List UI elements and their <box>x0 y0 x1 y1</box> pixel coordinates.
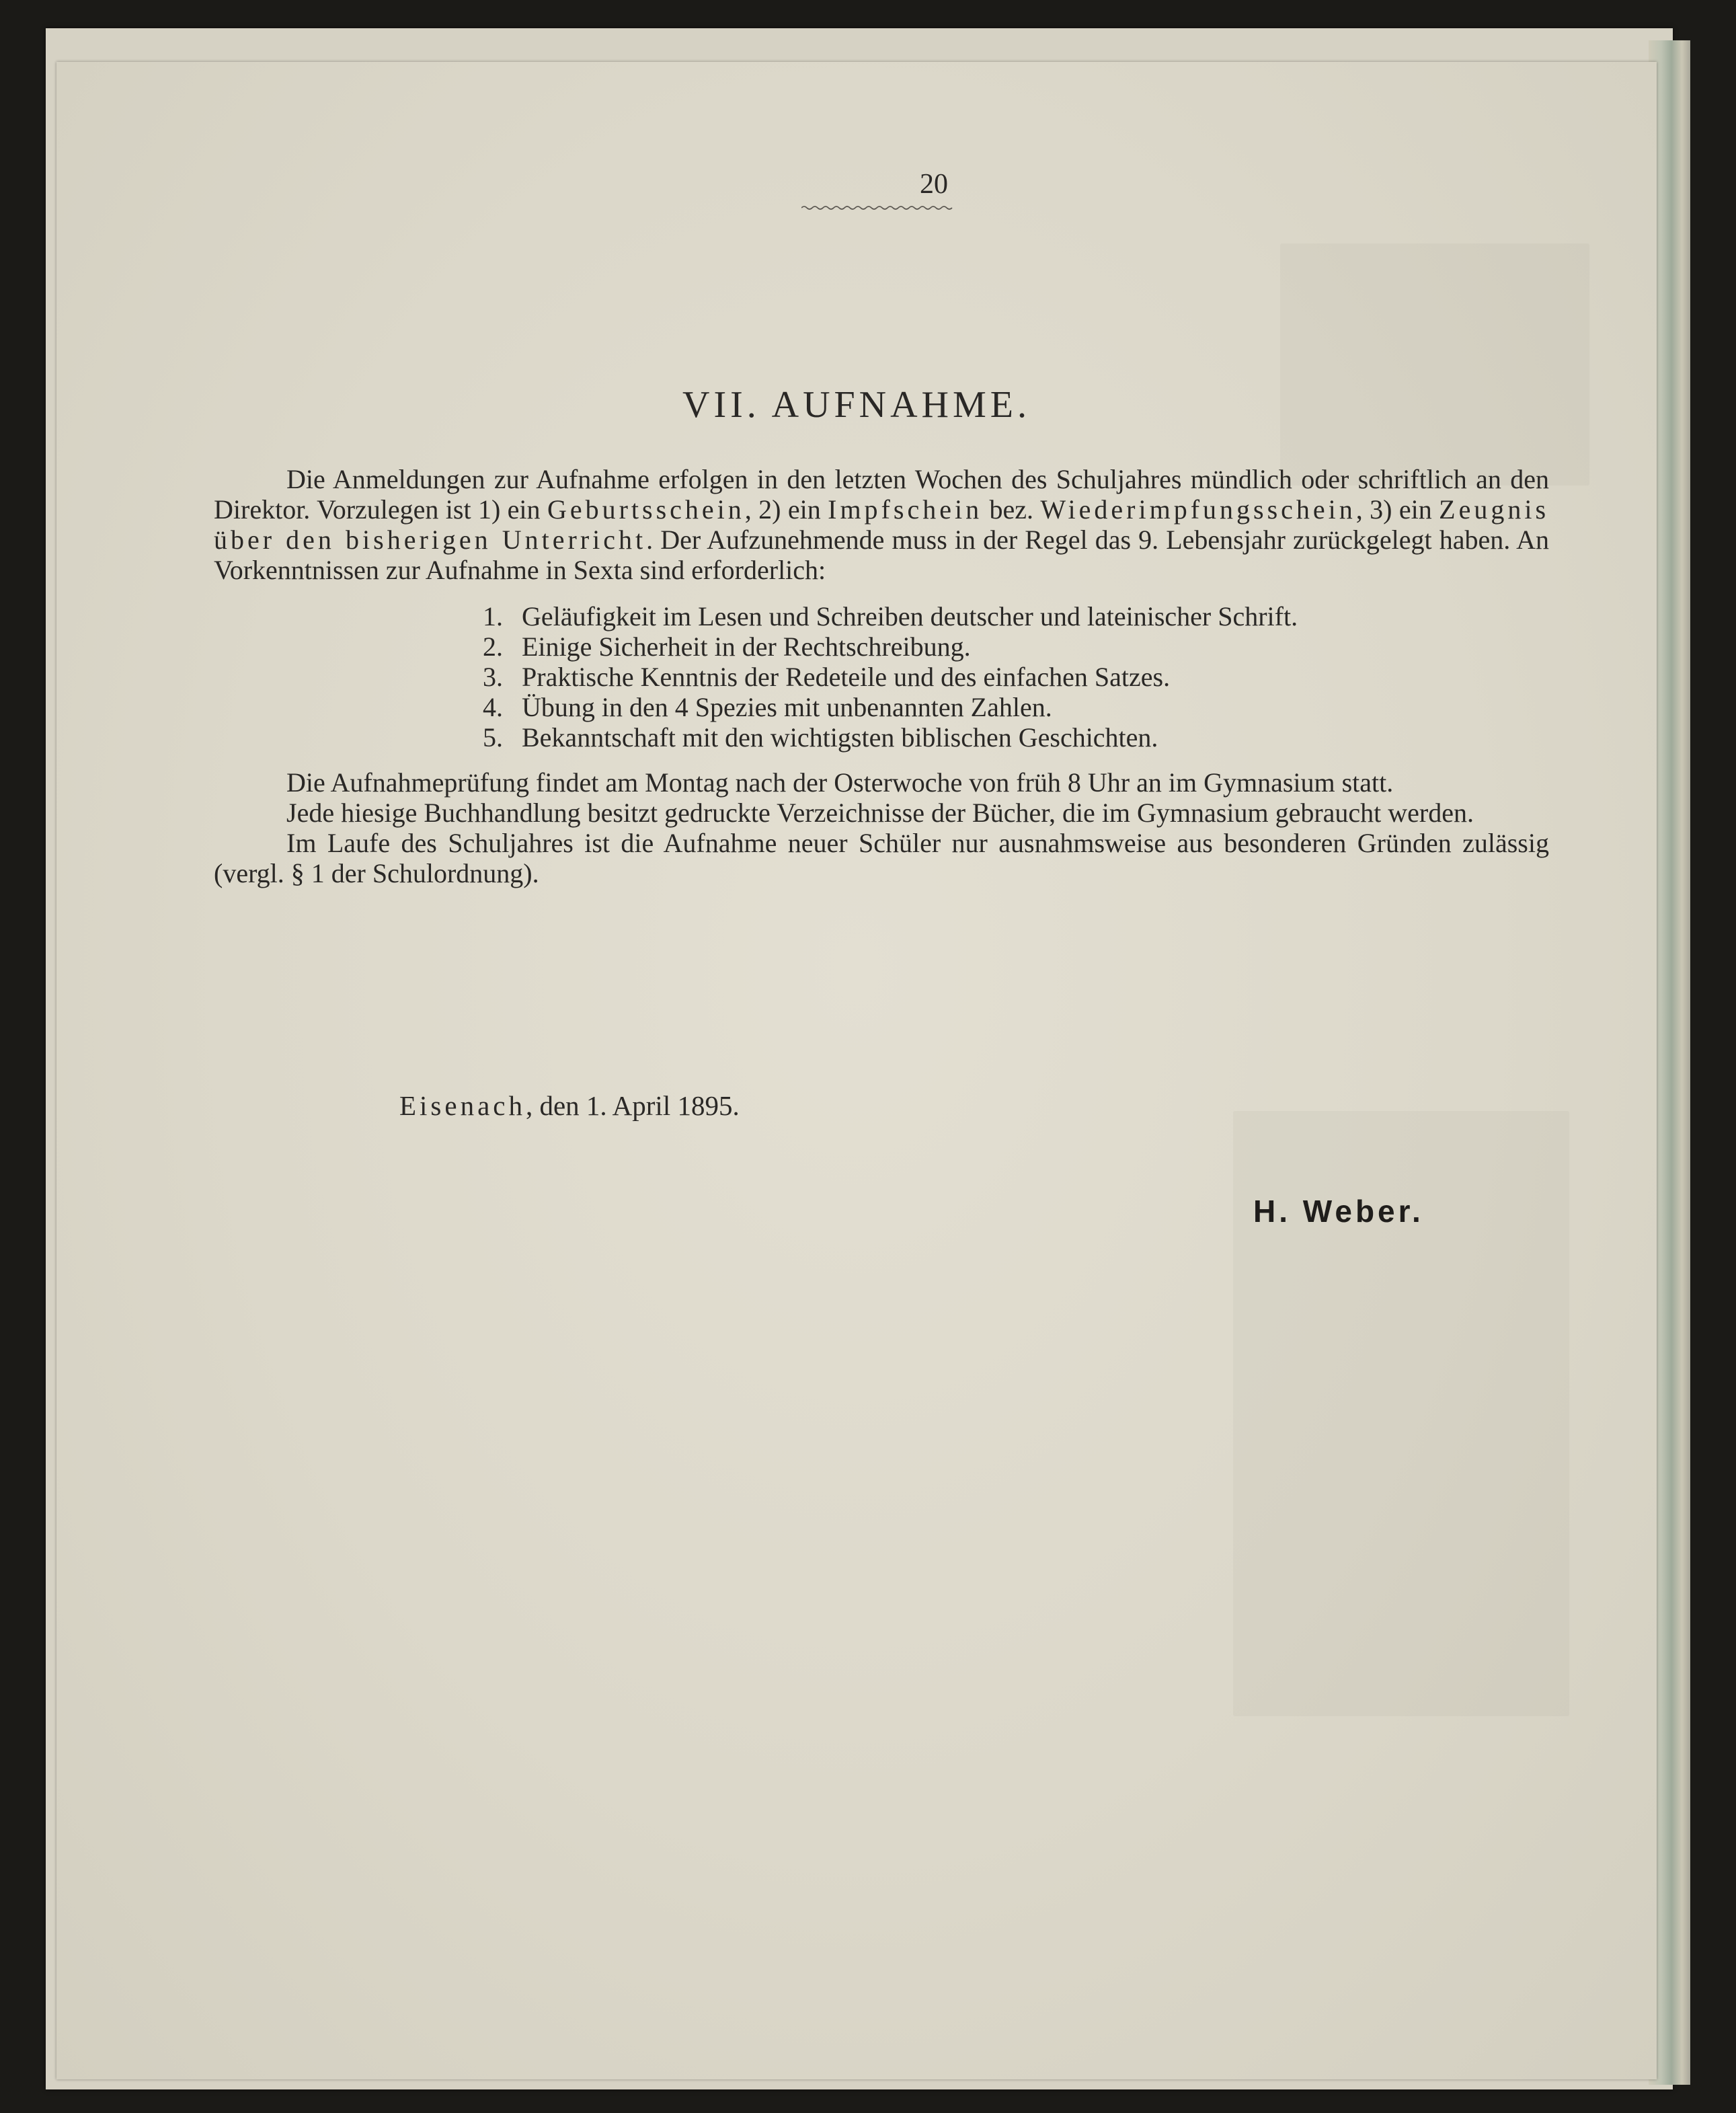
signature: H. Weber. <box>1253 1194 1424 1229</box>
intro-text: Die Anmeldungen zur Aufnahme erfolgen in den letzten Wochen des Schuljahres mündlich oder schriftlich an den Direktor. Vorzulegen ist 1) ein <box>214 464 1549 525</box>
list-item-number: 5. <box>483 722 503 753</box>
list-item-number: 4. <box>483 692 503 722</box>
list-item <box>483 692 1549 722</box>
list-item <box>483 662 1549 692</box>
list-item-number: 1. <box>483 601 503 631</box>
page-number-wavy-rule <box>801 204 953 211</box>
place-and-date <box>399 1089 740 1122</box>
list-item-text: Übung in den 4 Spezies mit unbenannten Zahlen. <box>522 692 1052 722</box>
list-item <box>483 631 1549 662</box>
requirements-list <box>214 601 1549 753</box>
intro-paragraph <box>214 464 1549 585</box>
list-item-text: Geläufigkeit im Lesen und Schreiben deutscher und lateinischer Schrift. <box>522 601 1298 631</box>
intro-zeugnis: Zeugnis über den bisherigen Unterricht <box>214 494 1550 555</box>
intro-text: bez. <box>982 494 1041 525</box>
place: Eisenach <box>399 1090 526 1121</box>
list-item-text: Bekanntschaft mit den wichtigsten biblischen Geschichten. <box>522 722 1158 753</box>
document-page <box>56 62 1657 2079</box>
midyear-paragraph: Im Laufe des Schuljahres ist die Aufnahme neuer Schüler nur ausnahmsweise aus besonderen Gründen zulässig (vergl. § 1 der Schulordnung). <box>214 828 1549 888</box>
list-item-number: 3. <box>483 662 503 692</box>
intro-impfschein: Impfschein <box>828 494 983 525</box>
body-text <box>214 464 1549 888</box>
page-number: 20 <box>920 169 948 200</box>
intro-geburtsschein: Geburtsschein <box>547 494 745 525</box>
date: , den 1. April 1895. <box>525 1090 740 1121</box>
list-item <box>483 601 1549 631</box>
intro-wiederimpfungsschein: Wiederimpfungsschein <box>1040 494 1356 525</box>
intro-text: , 2) ein <box>744 494 828 525</box>
list-item-text: Praktische Kenntnis der Redeteile und des einfachen Satzes. <box>522 662 1171 692</box>
bookshop-paragraph: Jede hiesige Buchhandlung besitzt gedruckte Verzeichnisse der Bücher, die im Gymnasium gebraucht werden. <box>286 798 1474 828</box>
intro-text: . Der Aufzunehmende muss in der Regel das 9. Lebensjahr zurückgelegt haben. An Vorkenntnissen zur Aufnahme in Sexta sind erforderlich: <box>214 525 1549 585</box>
show-through-mark <box>1280 243 1589 486</box>
intro-text: , 3) ein <box>1355 494 1439 525</box>
list-item <box>483 722 1549 753</box>
section-title: VII. AUFNAHME. <box>682 384 1031 426</box>
list-item-text: Einige Sicherheit in der Rechtschreibung. <box>522 631 971 662</box>
exam-paragraph: Die Aufnahmeprüfung findet am Montag nach der Osterwoche von früh 8 Uhr an im Gymnasium statt. <box>286 767 1394 798</box>
list-item-number: 2. <box>483 631 503 662</box>
